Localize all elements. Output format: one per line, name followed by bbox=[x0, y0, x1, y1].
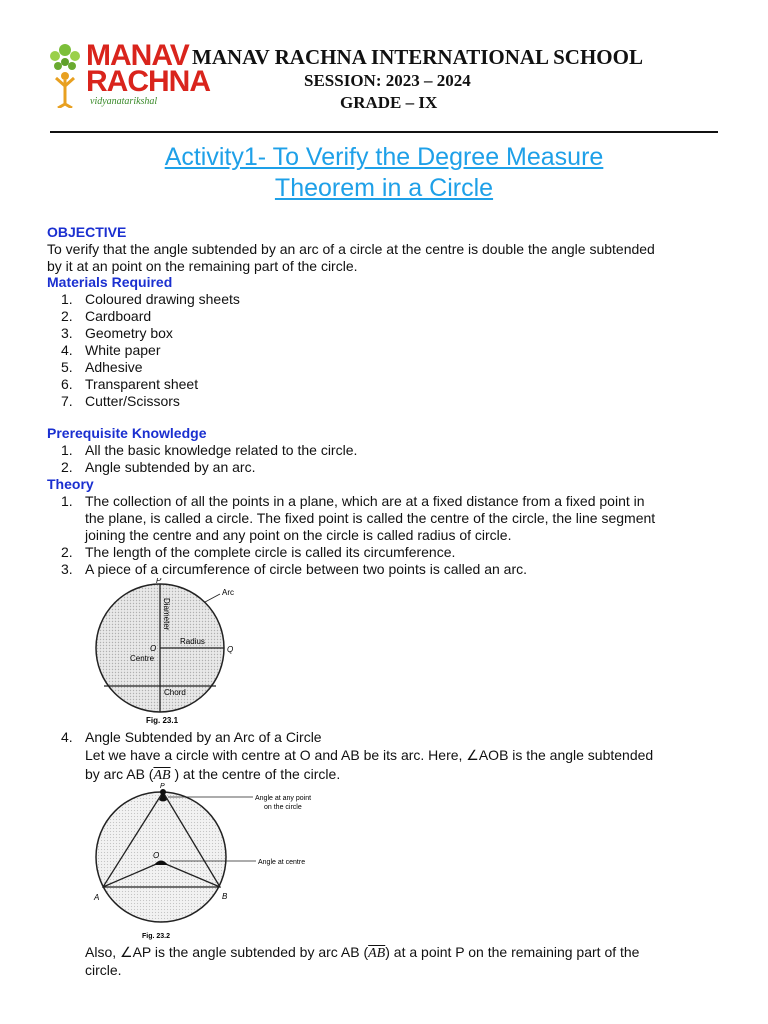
theory-list bbox=[47, 493, 747, 578]
list-item: 3. A piece of a circumference of circle between two points is called an arc. bbox=[61, 561, 527, 577]
label-chord: Chord bbox=[164, 688, 186, 697]
label-p: P bbox=[156, 578, 162, 585]
logo-tagline: vidyanatarikshal bbox=[90, 96, 158, 107]
list-item: 1. All the basic knowledge related to the circle. bbox=[61, 442, 358, 458]
circle-shape bbox=[96, 792, 226, 922]
label-p: P bbox=[160, 783, 165, 790]
label-b: B bbox=[222, 892, 228, 901]
grade: GRADE – IX bbox=[340, 93, 438, 112]
objective-text-line1: To verify that the angle subtended by an arc of a circle at the centre is double the angle subtended bbox=[47, 241, 655, 257]
label-o: O bbox=[153, 851, 160, 860]
logo-word-rachna: RACHNA bbox=[86, 65, 210, 98]
label-angle-point: Angle at any point bbox=[255, 795, 312, 802]
label-centre: Centre bbox=[130, 654, 155, 663]
label-angle-centre: Angle at centre bbox=[258, 859, 306, 866]
objective-text-line2: by it at an point on the remaining part of the circle. bbox=[47, 258, 358, 274]
list-item: 3. Geometry box bbox=[61, 325, 173, 341]
page-title-line1: Activity1- To Verify the Degree Measure bbox=[164, 143, 604, 171]
label-o: O bbox=[150, 644, 157, 653]
list-item: 5. Adhesive bbox=[61, 359, 143, 375]
arc-notation: $\overline{AB}$ bbox=[368, 946, 386, 961]
logo-word-manav: MANAV bbox=[86, 39, 189, 72]
figure-caption: Fig. 23.1 bbox=[146, 716, 179, 725]
tree-logo-icon bbox=[48, 42, 82, 108]
also-paragraph-line1: Also, ∠AP is the angle subtended by arc AB $(\overline{AB})$ at a point P on the remaining part of the bbox=[85, 944, 640, 961]
list-item: 6. Transparent sheet bbox=[61, 376, 199, 392]
arc-notation: $\overline{AB}$ bbox=[153, 768, 171, 783]
list-item-continuation: Let we have a circle with centre at O and AB be its arc. Here, ∠AOB is the angle subtended bbox=[85, 747, 654, 763]
list-item-continuation: joining the centre and any point on the circle is called radius of circle. bbox=[85, 527, 512, 543]
label-a: A bbox=[94, 893, 100, 902]
list-item-continuation: the plane, is called a circle. The fixed point is called the centre of the circle, the line segment bbox=[85, 510, 656, 526]
label-angle-point-2: on the circle bbox=[264, 804, 302, 811]
materials-list bbox=[47, 291, 647, 410]
page-title-line2: Theorem in a Circle bbox=[274, 174, 494, 202]
label-diameter: Diameter bbox=[162, 598, 171, 631]
list-item: 4. Angle Subtended by an Arc of a Circle bbox=[61, 729, 322, 745]
list-item: 7. Cutter/Scissors bbox=[61, 393, 180, 409]
school-logo bbox=[48, 39, 210, 110]
arc-pointer bbox=[205, 594, 220, 602]
school-name: MANAV RACHNA INTERNATIONAL SCHOOL bbox=[192, 45, 643, 69]
figure-circle-parts bbox=[90, 578, 270, 726]
session: SESSION: 2023 – 2024 bbox=[304, 71, 471, 90]
list-item: 1. Coloured drawing sheets bbox=[61, 291, 240, 307]
also-paragraph-line2: circle. bbox=[85, 962, 122, 978]
list-item: 2. Cardboard bbox=[61, 308, 152, 324]
label-radius: Radius bbox=[180, 637, 205, 646]
label-q: Q bbox=[227, 645, 234, 654]
figure-angle-subtended bbox=[88, 782, 338, 942]
theory-heading: Theory bbox=[47, 476, 94, 492]
materials-heading: Materials Required bbox=[47, 274, 173, 290]
list-item-continuation: by arc AB ($\overline{AB}$ ) at the centre of the circle. bbox=[85, 766, 341, 783]
prereq-heading: Prerequisite Knowledge bbox=[47, 425, 207, 441]
list-item: 2. Angle subtended by an arc. bbox=[61, 459, 256, 475]
objective-heading: OBJECTIVE bbox=[47, 224, 127, 240]
label-arc: Arc bbox=[222, 588, 234, 597]
figure-caption: Fig. 23.2 bbox=[142, 933, 171, 940]
prereq-list bbox=[47, 442, 647, 476]
list-item: 4. White paper bbox=[61, 342, 161, 358]
header-divider bbox=[50, 131, 718, 133]
theory-item4 bbox=[47, 729, 747, 784]
list-item: 2. The length of the complete circle is called its circumference. bbox=[61, 544, 456, 560]
list-item: 1. The collection of all the points in a plane, which are at a fixed distance from a fixed point in bbox=[61, 493, 645, 509]
